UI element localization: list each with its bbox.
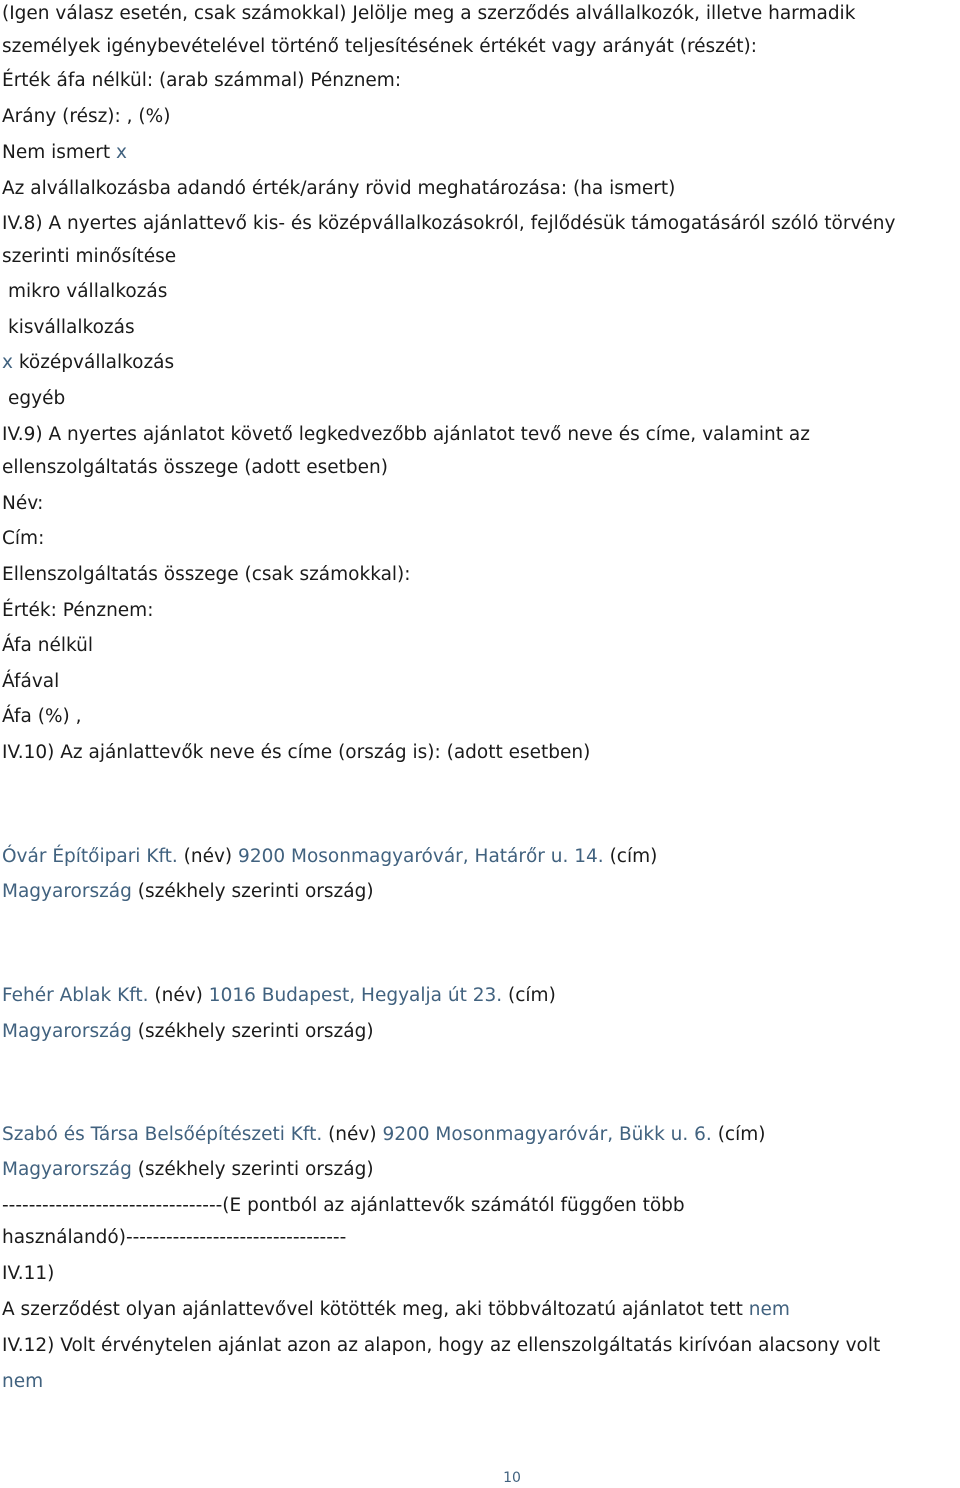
text-line: Cím: (2, 528, 45, 549)
low-price-answer: nem (2, 1371, 44, 1392)
address-label: (cím) (502, 985, 556, 1006)
bidder-name-line (2, 1123, 765, 1147)
option-other: egyéb (8, 388, 66, 409)
bidder-name-line (2, 845, 657, 869)
country-label: (székhely szerinti ország) (131, 1159, 374, 1180)
section-heading: IV.11) (2, 1263, 55, 1284)
bidder-country-line (2, 880, 374, 904)
option-small: kisvállalkozás (8, 317, 135, 338)
bidder-address: 1016 Budapest, Hegyalja út 23. (208, 985, 503, 1006)
text-line: Az alvállalkozásba adandó érték/arány rövid meghatározása: (ha ismert) (2, 178, 676, 199)
text-line: ellenszolgáltatás összege (adott esetben) (2, 457, 388, 478)
option-medium (2, 351, 174, 375)
text-line (2, 141, 127, 165)
name-label: (név) (322, 1124, 383, 1145)
section-heading: IV.9) A nyertes ajánlatot követő legkedvezőbb ajánlatot tevő neve és címe, valamint az (2, 424, 810, 445)
text-line: használandó)--------------------------------- (2, 1227, 347, 1248)
bidder-country: Magyarország (2, 881, 132, 902)
bidder-country: Magyarország (2, 1021, 132, 1042)
bidder-country-line (2, 1158, 374, 1182)
text-line: Áfa nélkül (2, 635, 93, 656)
variant-offer-answer: nem (748, 1299, 790, 1320)
name-label: (név) (148, 985, 209, 1006)
bidder-country: Magyarország (2, 1159, 132, 1180)
not-known-label: Nem ismert (2, 142, 117, 163)
text-line: Ellenszolgáltatás összege (csak számokkal): (2, 564, 411, 585)
text-line: szerinti minősítése (2, 246, 177, 267)
address-label: (cím) (711, 1124, 766, 1145)
option-medium-label: középvállalkozás (12, 352, 175, 373)
option-medium-mark: x (2, 352, 13, 373)
bidder-country-line (2, 1020, 374, 1044)
bidder-address: 9200 Mosonmagyaróvár, Határőr u. 14. (238, 846, 604, 867)
text-line: Érték áfa nélkül: (arab számmal) Pénznem: (2, 70, 402, 91)
address-label: (cím) (603, 846, 658, 867)
bidder-name-line (2, 984, 556, 1008)
variant-offer-text: A szerződést olyan ajánlattevővel kötötték meg, aki többváltozatú ajánlatot tett (2, 1299, 749, 1320)
option-micro: mikro vállalkozás (8, 281, 168, 302)
bidder-name: Fehér Ablak Kft. (2, 985, 149, 1006)
text-line (2, 1298, 790, 1322)
bidder-name: Óvár Építőipari Kft. (2, 846, 178, 867)
bidder-name: Szabó és Társa Belsőépítészeti Kft. (2, 1124, 323, 1145)
section-heading: IV.8) A nyertes ajánlattevő kis- és középvállalkozásokról, fejlődésük támogatásáról szóló törvény (2, 213, 896, 234)
bidder-address: 9200 Mosonmagyaróvár, Bükk u. 6. (382, 1124, 712, 1145)
text-line: személyek igénybevételével történő teljesítésének értékét vagy arányát (részét): (2, 36, 757, 57)
name-label: (név) (177, 846, 239, 867)
section-heading: IV.10) Az ajánlattevők neve és címe (ország is): (adott esetben) (2, 742, 591, 763)
country-label: (székhely szerinti ország) (131, 1021, 374, 1042)
text-line: (Igen válasz esetén, csak számokkal) Jelölje meg a szerződés alvállalkozók, illetve harmadik (2, 3, 856, 24)
text-line: Név: (2, 493, 44, 514)
not-known-mark: x (116, 142, 127, 163)
text-line: Áfával (2, 671, 60, 692)
country-label: (székhely szerinti ország) (131, 881, 374, 902)
text-line: Áfa (%) , (2, 706, 82, 727)
page-number: 10 (503, 1470, 521, 1486)
section-heading: IV.12) Volt érvénytelen ajánlat azon az alapon, hogy az ellenszolgáltatás kirívóan alacsony volt (2, 1335, 881, 1356)
text-line: Arány (rész): , (%) (2, 106, 171, 127)
text-line: Érték: Pénznem: (2, 600, 154, 621)
text-line: ---------------------------------(E pontból az ajánlattevők számától függően több (2, 1195, 685, 1216)
